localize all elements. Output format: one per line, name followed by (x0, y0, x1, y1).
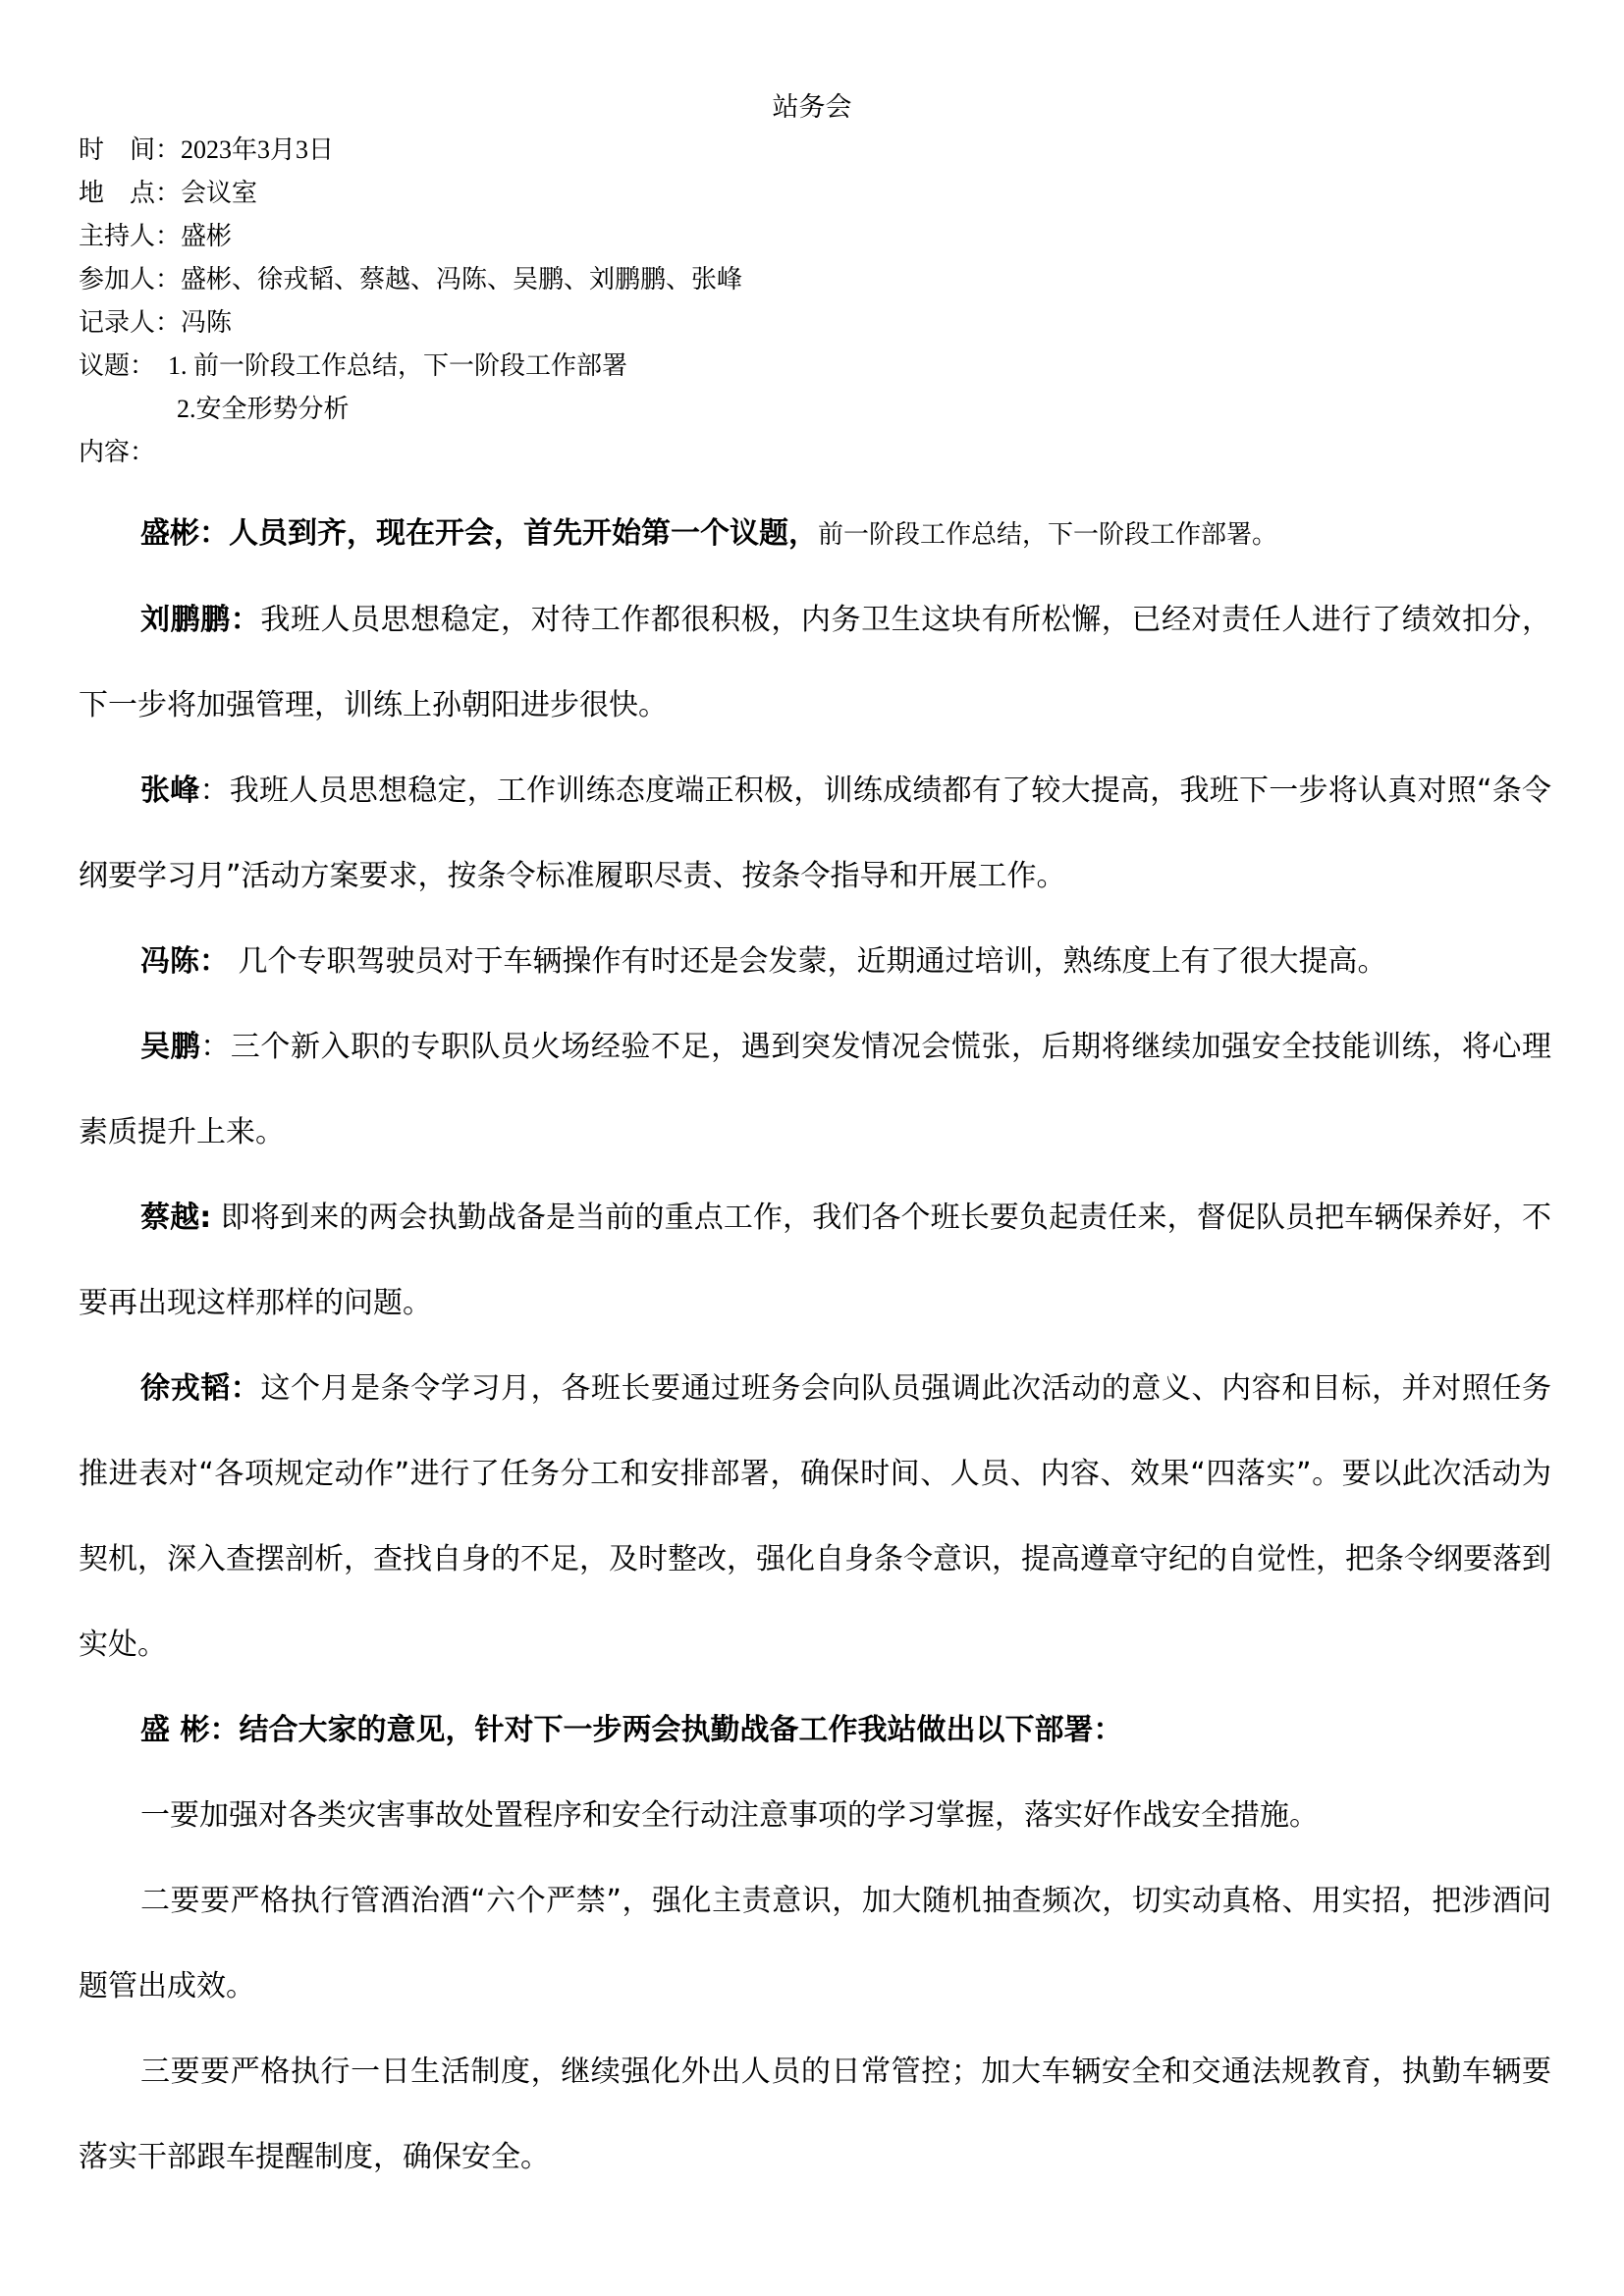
statement-text: 几个专职驾驶员对于车辆操作有时还是会发蒙，近期通过培训，熟练度上有了很大提高。 (229, 944, 1387, 979)
statement-text: 三个新入职的专职队员火场经验不足，遇到突发情况会慌张，后期将继续加强安全技能训练，将心理素质提升上来。 (79, 1030, 1552, 1149)
minutes-paragraph (79, 1004, 1551, 1175)
statement-text: 这个月是条令学习月，各班长要通过班务会向队员强调此次活动的意义、内容和目标，并对照任务推进表对“各项规定动作”进行了任务分工和安排部署，确保时间、人员、内容、效果“四落实”。要以此次活动为契机，深入查摆剖析，查找自身的不足，及时整改，强化自身条令意识，提高遵章守纪的自觉性，把条令纲要落到实处。 (79, 1371, 1552, 1662)
statement-text: 前一阶段工作总结，下一阶段工作部署。 (818, 520, 1278, 549)
speaker-separator: ： (200, 1030, 231, 1064)
meeting-time (79, 133, 742, 177)
speaker-name: 张峰 (140, 774, 200, 808)
meeting-topics (79, 349, 742, 393)
minutes-body (79, 491, 1551, 2200)
meeting-topics-label: 议题： (79, 351, 156, 380)
content-heading (79, 436, 742, 479)
meeting-topics-continued (79, 393, 742, 436)
meeting-attendees-label: 参加人： (79, 265, 182, 294)
meeting-place-value: 会议室 (181, 179, 258, 207)
meeting-attendees-value: 盛彬、徐戎韬、蔡越、冯陈、吴鹏、刘鹏鹏、张峰 (181, 265, 743, 294)
speaker-name: 盛彬： (140, 516, 229, 551)
minutes-paragraph (79, 1687, 1551, 1773)
meeting-attendees (79, 263, 742, 306)
deployment-item (79, 1773, 1551, 1858)
statement-text: 三要要严格执行一日生活制度，继续强化外出人员的日常管控；加大车辆安全和交通法规教育，执勤车辆要落实干部跟车提醒制度，确保安全。 (79, 2055, 1551, 2174)
statement-text: 即将到来的两会执勤战备是当前的重点工作，我们各个班长要负起责任来，督促队员把车辆保养好，不要再出现这样那样的问题。 (79, 1201, 1551, 1320)
bold-statement: 结合大家的意见，针对下一步两会执勤战备工作我站做出以下部署： (239, 1713, 1123, 1747)
minutes-paragraph (79, 577, 1551, 748)
meeting-time-label: 时 间： (79, 135, 182, 164)
meeting-place (79, 177, 742, 220)
deployment-item (79, 2029, 1551, 2200)
meeting-recorder-label: 记录人： (79, 308, 182, 337)
bold-statement: 人员到齐，现在开会，首先开始第一个议题， (229, 516, 818, 551)
meeting-topic-item: 2.安全形势分析 (177, 395, 350, 423)
deployment-item (79, 1858, 1551, 2029)
statement-text: 我班人员思想稳定，对待工作都很积极，内务卫生这块有所松懈，已经对责任人进行了绩效扣分，下一步将加强管理，训练上孙朝阳进步很快。 (79, 603, 1552, 722)
minutes-paragraph (79, 1346, 1551, 1687)
meeting-place-label: 地 点： (79, 179, 182, 207)
meeting-host-value: 盛彬 (181, 222, 233, 250)
speaker-name: 吴鹏 (140, 1030, 201, 1064)
minutes-paragraph (79, 748, 1551, 919)
speaker-name: 刘鹏鹏： (140, 603, 261, 637)
meeting-recorder-value: 冯陈 (181, 308, 233, 337)
speaker-name: 冯陈： (140, 944, 229, 979)
speaker-name: 盛 彬： (140, 1713, 240, 1747)
statement-text: 一要加强对各类灾害事故处置程序和安全行动注意事项的学习掌握，落实好作战安全措施。 (140, 1798, 1319, 1833)
meeting-host (79, 220, 742, 263)
speaker-separator: ： (199, 774, 230, 808)
content-label: 内容： (79, 438, 156, 466)
meeting-topic-item: 1. 前一阶段工作总结，下一阶段工作部署 (168, 351, 628, 380)
statement-text: 二要要严格执行管酒治酒“六个严禁”，强化主责意识，加大随机抽查频次，切实动真格、用实招，把涉酒问题管出成效。 (79, 1884, 1551, 2003)
minutes-paragraph (79, 1175, 1551, 1346)
meeting-time-value: 2023年3月3日 (181, 135, 335, 164)
meeting-recorder (79, 306, 742, 349)
minutes-paragraph (79, 491, 1551, 577)
speaker-name: 蔡越: (140, 1201, 212, 1235)
meeting-info (79, 133, 742, 479)
statement-text: 我班人员思想稳定，工作训练态度端正积极，训练成绩都有了较大提高，我班下一步将认真对照“条令纲要学习月”活动方案要求，按条令标准履职尽责、按条令指导和开展工作。 (79, 774, 1552, 893)
speaker-name: 徐戎韬： (140, 1371, 261, 1406)
meeting-host-label: 主持人： (79, 222, 182, 250)
minutes-paragraph (79, 919, 1551, 1004)
document-title: 站务会 (772, 92, 852, 122)
